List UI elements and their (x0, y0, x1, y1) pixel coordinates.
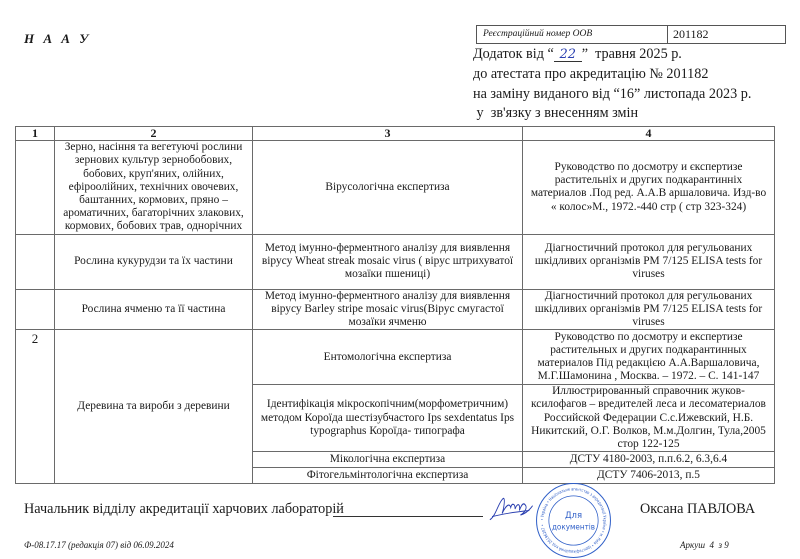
stamp-ring-text: • Україна • Національне агентство з акредитації України • м. Київ • Ідентифікаційний код 26196287 • (540, 487, 607, 554)
table-row (16, 330, 775, 385)
row-number: 2 (16, 330, 55, 484)
stamp-center-line2: документів (551, 522, 596, 532)
signature-stroke (490, 498, 532, 519)
normative-document: Діагностичний протокол для регульованих шкідливих організмів PM 7/125 ELISA tests for viruses (523, 234, 775, 289)
column-header-1: 1 (16, 127, 55, 141)
reason-line: у зв'язку з внесенням змін (473, 105, 639, 121)
test-object: Рослина кукурудзи та їх частини (55, 234, 253, 289)
test-method: Метод імунно-ферментного аналізу для виявлення вірусу Barley stripe mosaic virus(Вірус смугастої мозаїки ячменю (253, 289, 523, 330)
signatory-position: Начальник відділу акредитації харчових лабораторій (24, 501, 344, 517)
test-object: Рослина ячменю та її частина (55, 289, 253, 330)
registration-box (476, 25, 786, 44)
test-method: Фітогельмінтологічна експертиза (253, 468, 523, 484)
stamp-outer-ring (537, 484, 611, 558)
normative-document: ДСТУ 7406-2013, п.5 (523, 468, 775, 484)
test-method: Вірусологічна експертиза (253, 141, 523, 234)
sheet-total: 9 (724, 540, 729, 550)
sheet-current: 4 (709, 540, 714, 550)
row-number (16, 234, 55, 289)
test-object: Деревина та вироби з деревини (55, 330, 253, 484)
test-method: Ентомологічна експертиза (253, 330, 523, 385)
sheet-of: з (718, 540, 723, 550)
table-row (16, 234, 775, 289)
test-method: Метод імунно-ферментного аналізу для виявлення вірусу Wheat streak mosaic virus ( вірус штрихуватої мозаїки пшениці) (253, 234, 523, 289)
appendix-suffix: ” травня 2025 р. (581, 46, 682, 62)
accreditation-scope-table (15, 126, 775, 484)
signatory-name: Оксана ПАВЛОВА (640, 501, 756, 517)
certificate-line: до атестата про акредитацію № 201182 (473, 66, 709, 82)
column-header-3: 3 (253, 127, 523, 141)
appendix-day-handwritten: 22 (554, 49, 582, 62)
form-identifier: Ф-08.17.17 (редакція 07) від 06.09.2024 (24, 540, 174, 550)
test-method: Ідентифікація мікроскопічним(морфометричним) методом Короїда шестізубчастого Ips sexdentatus Ips typographus Короїда- типографа (253, 385, 523, 452)
table-header-row (16, 127, 775, 141)
normative-document: Руководство по досмотру и експертизе растительных и других подкарантинных материалов Під редакцією А.А.Варшаловича, М.Г.Шамонина , Москва. – 1972. – С. 141-147 (523, 330, 775, 385)
appendix-line (473, 46, 682, 63)
normative-document: Діагностичний протокол для регульованих шкідливих організмів PM 7/125 ELISA tests for viruses (523, 289, 775, 330)
registration-number: 201182 (673, 27, 709, 41)
normative-document: ДСТУ 4180-2003, п.п.6.2, 6.3,6.4 (523, 452, 775, 468)
replacement-line: на заміну виданого від “16” листопада 2023 р. (473, 86, 752, 102)
table-row (16, 141, 775, 234)
row-number (16, 141, 55, 234)
sheet-label: Аркуш (680, 540, 705, 550)
stamp-center-line1: Для (564, 510, 583, 521)
sheet-counter (680, 540, 729, 551)
column-header-4: 4 (523, 127, 775, 141)
column-header-2: 2 (55, 127, 253, 141)
test-object: Зерно, насіння та вегетуючі рослини зернових культур зернобобових, бобових, круп'яних, олійних, ефіроолійних, технічних овочевих, баштанних, кормових, пряно – ароматичних, багаторічних злакових, кормових, бобових трав, однорічних (55, 141, 253, 234)
normative-document: Иллюстрированный справочник жуков-ксилофагов – вредителей леса и лесоматериалов Российской Федерации С.с.Ижевский, Н.Б. Никитский, О.Г. Волков, М.м.Долгин, Тула,2005 стор 122-125 (523, 385, 775, 452)
normative-document: Руководство по досмотру и єкспертизе растительніх и других подкарантинніх материалов .Под ред. А.А.В аршаловича. Изд-во « колос»М., 1972.-440 стр ( стр 323-324) (523, 141, 775, 234)
row-number (16, 289, 55, 330)
table-row (16, 289, 775, 330)
handwritten-signature (488, 494, 534, 524)
stamp-inner-ring (549, 496, 598, 545)
signature-line (333, 516, 483, 517)
appendix-prefix: Додаток від “ (473, 46, 554, 62)
test-method: Мікологічна експертиза (253, 452, 523, 468)
official-stamp (535, 482, 612, 559)
organization-name: Н А А У (24, 31, 92, 46)
registration-label: Реєстраційний номер ООВ (477, 26, 668, 43)
